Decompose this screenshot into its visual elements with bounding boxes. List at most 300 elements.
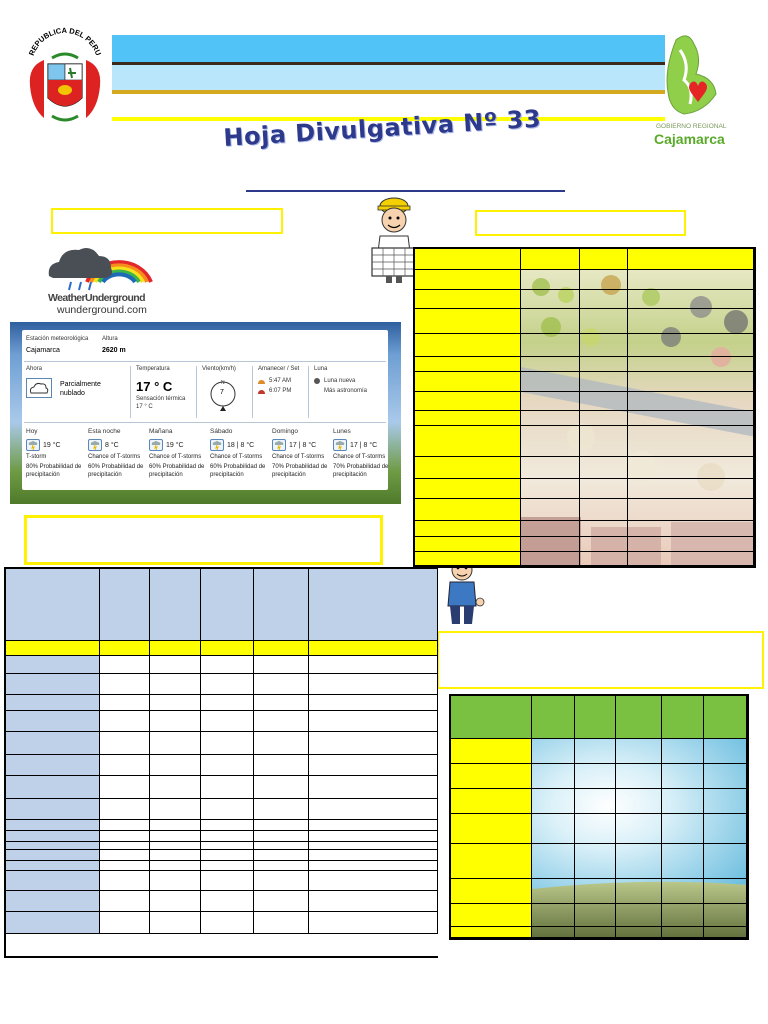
bottom-left-table-cell <box>309 799 438 820</box>
forecast-condition: T-storm <box>26 453 47 460</box>
bottom-right-table-cell <box>662 739 704 764</box>
bottom-right-table-cell <box>575 696 616 739</box>
bottom-right-table-cell <box>451 844 532 879</box>
bottom-left-table-cell <box>100 912 150 934</box>
bottom-right-table-cell <box>451 764 532 789</box>
bottom-right-table-grid <box>451 696 747 938</box>
wu-logo-url: wunderground.com <box>57 304 147 316</box>
right-top-table-cell <box>415 309 521 334</box>
bottom-right-table-cell <box>451 739 532 764</box>
bottom-left-table-cell <box>100 820 150 831</box>
bottom-right-table-cell <box>616 696 662 739</box>
bottom-left-table-cell <box>254 569 309 641</box>
bottom-right-table-cell <box>575 789 616 814</box>
right-top-table-cell <box>628 309 754 334</box>
bottom-right-table-cell <box>451 696 532 739</box>
bottom-left-table-cell <box>6 732 100 755</box>
bottom-right-table-cell <box>704 904 747 927</box>
bottom-left-table-cell <box>150 842 201 850</box>
bottom-left-table-cell <box>100 831 150 842</box>
right-top-table-cell <box>628 334 754 357</box>
right-top-table-cell <box>580 411 628 426</box>
region-logo-line2: Cajamarca <box>654 131 725 147</box>
peru-seal-text: REPUBLICA DEL PERU <box>26 26 104 57</box>
right-top-table-cell <box>580 521 628 537</box>
sun-label: Amanecer / Set <box>258 366 300 372</box>
forecast-day: Lunes <box>333 428 351 435</box>
forecast-temp: 18 | 8 °C <box>227 441 255 449</box>
right-top-table-cell <box>415 270 521 290</box>
right-top-table-cell <box>580 309 628 334</box>
right-top-table-cell <box>628 290 754 309</box>
right-top-table-cell <box>415 457 521 479</box>
thunderstorm-icon <box>210 439 224 451</box>
right-top-table-cell <box>521 372 580 392</box>
right-top-table-cell <box>521 290 580 309</box>
bottom-left-table-cell <box>100 711 150 732</box>
cajamarca-region-logo <box>654 30 758 150</box>
bottom-left-table-cell <box>100 850 150 861</box>
bottom-left-table-cell <box>309 674 438 695</box>
forecast-probability: 70% Probabilidad de precipitación <box>333 464 389 478</box>
bottom-left-table-cell <box>150 656 201 674</box>
bottom-left-table-cell <box>100 842 150 850</box>
right-top-table-grid <box>415 249 754 566</box>
bottom-left-table-cell <box>6 891 100 912</box>
bottom-left-table-cell <box>201 861 254 871</box>
bottom-left-table-cell <box>150 831 201 842</box>
weather-widget <box>10 322 401 504</box>
forecast-day: Sábado <box>210 428 233 435</box>
wu-logo <box>47 242 153 318</box>
forecast-temp-row <box>333 439 393 451</box>
bottom-right-table-cell <box>532 739 575 764</box>
label-frame-left <box>51 208 283 234</box>
bottom-left-table-cell <box>150 569 201 641</box>
bottom-left-table-cell <box>254 656 309 674</box>
bottom-left-table-cell <box>150 732 201 755</box>
bottom-left-table-cell <box>150 820 201 831</box>
altitude-label: Altura <box>102 336 118 342</box>
bottom-left-table-cell <box>201 674 254 695</box>
bottom-right-table-cell <box>616 844 662 879</box>
bottom-left-table-cell <box>201 755 254 776</box>
wind-direction: N <box>221 380 225 386</box>
bottom-left-table-cell <box>254 871 309 891</box>
bottom-left-table-cell <box>6 912 100 934</box>
forecast-condition: Chance of T-storms <box>149 453 202 460</box>
right-top-table-cell <box>628 411 754 426</box>
right-top-table-cell <box>628 552 754 566</box>
forecast-temp-row <box>272 439 332 451</box>
wind-value: 7 <box>220 389 224 396</box>
bottom-right-table-cell <box>575 739 616 764</box>
bottom-left-table-cell <box>309 831 438 842</box>
bottom-left-table-cell <box>254 842 309 850</box>
thunderstorm-icon <box>333 439 347 451</box>
right-top-table-cell <box>415 426 521 457</box>
bottom-right-table-cell <box>704 739 747 764</box>
bottom-right-table-cell <box>616 927 662 938</box>
right-top-table-cell <box>628 270 754 290</box>
bottom-right-table-cell <box>704 927 747 938</box>
sunset-icon <box>258 390 265 394</box>
bottom-left-table-cell <box>100 799 150 820</box>
forecast-card <box>88 428 148 492</box>
bottom-left-table-cell <box>254 695 309 711</box>
bottom-left-table-cell <box>309 891 438 912</box>
label-frame-middle <box>24 515 383 565</box>
forecast-temp-row <box>210 439 270 451</box>
bottom-left-table-cell <box>100 755 150 776</box>
bottom-left-table-cell <box>6 850 100 861</box>
bottom-left-table-cell <box>150 850 201 861</box>
bottom-left-table-cell <box>150 641 201 656</box>
right-top-table-cell <box>628 426 754 457</box>
bottom-left-table-cell <box>309 912 438 934</box>
bottom-left-table-cell <box>201 656 254 674</box>
right-top-table-cell <box>521 309 580 334</box>
right-top-table-cell <box>628 357 754 372</box>
bottom-right-table-cell <box>532 844 575 879</box>
bottom-left-table-cell <box>100 732 150 755</box>
right-top-table-cell <box>415 249 521 270</box>
bottom-right-table-cell <box>575 904 616 927</box>
bottom-left-table-cell <box>100 695 150 711</box>
bottom-left-table-cell <box>100 871 150 891</box>
bottom-left-table-cell <box>150 891 201 912</box>
bottom-right-table-cell <box>532 789 575 814</box>
bottom-left-table-grid <box>6 569 438 956</box>
right-top-table-cell <box>521 249 580 270</box>
bottom-left-table-cell <box>309 755 438 776</box>
separator-2 <box>24 422 386 423</box>
weather-panel <box>22 330 388 490</box>
peru-seal-logo <box>22 26 108 126</box>
right-top-table-cell <box>580 479 628 499</box>
moon-label: Luna <box>314 366 328 372</box>
bottom-left-table-cell <box>201 776 254 799</box>
right-top-table-cell <box>628 372 754 392</box>
forecast-probability: 70% Probabilidad de precipitación <box>272 464 328 478</box>
bottom-left-table-cell <box>100 674 150 695</box>
bottom-left-table-cell <box>201 891 254 912</box>
forecast-temp: 8 °C <box>105 441 119 449</box>
bottom-left-table-cell <box>254 861 309 871</box>
bottom-left-table-cell <box>6 776 100 799</box>
now-label: Ahora <box>26 366 43 372</box>
moon-icon <box>314 378 320 384</box>
bottom-right-table-cell <box>451 904 532 927</box>
right-top-table-cell <box>580 249 628 270</box>
separator-1 <box>24 361 386 362</box>
bottom-right-table-cell <box>662 879 704 904</box>
bottom-left-table-cell <box>254 799 309 820</box>
bottom-left-table-cell <box>6 755 100 776</box>
bottom-left-table-cell <box>201 850 254 861</box>
bottom-right-table-cell <box>532 879 575 904</box>
bottom-right-table-cell <box>616 904 662 927</box>
bottom-left-table-cell <box>201 569 254 641</box>
right-top-table-cell <box>415 357 521 372</box>
header-bar-light-blue <box>112 65 665 90</box>
bottom-left-table-cell <box>6 695 100 711</box>
forecast-temp-row <box>26 439 86 451</box>
bottom-right-table-cell <box>575 814 616 844</box>
forecast-temp-row <box>88 439 148 451</box>
bottom-left-table-cell <box>201 711 254 732</box>
right-top-table-cell <box>521 426 580 457</box>
forecast-probability: 80% Probabilidad de precipitación <box>26 464 82 478</box>
right-top-table-cell <box>415 392 521 411</box>
bottom-left-table-cell <box>309 820 438 831</box>
bottom-left-table-cell <box>201 732 254 755</box>
right-top-table <box>413 247 756 568</box>
bottom-right-table-cell <box>704 844 747 879</box>
bottom-left-table-cell <box>309 871 438 891</box>
bottom-left-table-cell <box>309 842 438 850</box>
right-top-table-cell <box>521 334 580 357</box>
bottom-left-table-cell <box>201 641 254 656</box>
forecast-temp: 19 °C <box>166 441 184 449</box>
bottom-right-table-cell <box>451 814 532 844</box>
wind-label: Viento(km/h) <box>202 366 236 372</box>
bottom-left-table-cell <box>309 711 438 732</box>
right-top-table-cell <box>628 521 754 537</box>
right-top-table-cell <box>580 357 628 372</box>
right-top-table-cell <box>521 552 580 566</box>
rainbow-cloud-icon <box>47 242 153 294</box>
forecast-condition: Chance of T-storms <box>210 453 263 460</box>
feels-value: 17 ° C <box>136 404 153 410</box>
temp-value: 17 ° C <box>136 379 173 394</box>
bottom-right-table-cell <box>662 904 704 927</box>
bottom-left-table-cell <box>254 820 309 831</box>
forecast-condition: Chance of T-storms <box>272 453 325 460</box>
bottom-left-table-cell <box>201 912 254 934</box>
bottom-left-table-cell <box>150 755 201 776</box>
bottom-left-table-cell <box>201 831 254 842</box>
bottom-right-table-cell <box>704 764 747 789</box>
forecast-card <box>210 428 270 492</box>
forecast-temp-row <box>149 439 209 451</box>
moon-more-link[interactable]: Más astronomía <box>324 388 368 394</box>
right-top-table-cell <box>580 552 628 566</box>
bottom-left-table-cell <box>100 656 150 674</box>
bottom-left-table-cell <box>6 861 100 871</box>
bottom-left-table-cell <box>201 842 254 850</box>
bottom-right-table-cell <box>704 814 747 844</box>
bottom-right-table-cell <box>616 739 662 764</box>
bottom-right-table-cell <box>532 696 575 739</box>
right-top-table-cell <box>415 521 521 537</box>
bottom-left-table-cell <box>6 842 100 850</box>
bottom-left-table-cell <box>254 732 309 755</box>
forecast-day: Hoy <box>26 428 38 435</box>
bottom-right-table-cell <box>451 789 532 814</box>
bottom-left-table-cell <box>254 831 309 842</box>
right-top-table-cell <box>580 392 628 411</box>
bottom-left-table-cell <box>150 912 201 934</box>
bottom-right-table-cell <box>575 879 616 904</box>
now-condition: Parcialmente nublado <box>60 381 101 397</box>
bottom-left-table-cell <box>150 799 201 820</box>
bottom-left-table-cell <box>100 891 150 912</box>
altitude-value: 2620 m <box>102 347 126 354</box>
bottom-right-table-cell <box>616 879 662 904</box>
bottom-right-table-cell <box>662 844 704 879</box>
right-top-table-cell <box>580 334 628 357</box>
bottom-left-table-cell <box>254 891 309 912</box>
right-top-table-cell <box>415 372 521 392</box>
right-top-table-cell <box>521 479 580 499</box>
wu-logo-name: WeatherUnderground <box>48 292 145 304</box>
right-top-table-cell <box>628 249 754 270</box>
station-value: Cajamarca <box>26 347 60 354</box>
bottom-left-table-cell <box>6 641 100 656</box>
right-top-table-cell <box>415 334 521 357</box>
bottom-left-table-cell <box>254 776 309 799</box>
separator-vertical-1 <box>130 366 131 418</box>
bottom-left-table-cell <box>201 871 254 891</box>
bottom-right-table <box>449 694 749 940</box>
svg-text:REPUBLICA DEL PERU <box>27 26 103 57</box>
bottom-left-table-cell <box>100 641 150 656</box>
right-top-table-cell <box>521 357 580 372</box>
separator-vertical-2 <box>196 366 197 418</box>
bottom-left-table-cell <box>150 674 201 695</box>
header-bar-gold <box>112 90 665 94</box>
region-logo-line1: GOBIERNO REGIONAL <box>656 123 727 130</box>
bottom-left-table-cell <box>309 695 438 711</box>
forecast-card <box>149 428 209 492</box>
forecast-card <box>26 428 86 492</box>
bottom-right-table-cell <box>704 879 747 904</box>
thunderstorm-icon <box>88 439 102 451</box>
right-top-table-cell <box>580 426 628 457</box>
bottom-left-table-cell <box>254 755 309 776</box>
temp-label: Temperatura <box>136 366 170 372</box>
right-top-table-cell <box>628 499 754 521</box>
bottom-right-table-cell <box>704 696 747 739</box>
right-top-table-cell <box>521 270 580 290</box>
forecast-probability: 60% Probabilidad de precipitación <box>210 464 266 478</box>
right-top-table-cell <box>521 457 580 479</box>
bottom-left-table-cell <box>6 799 100 820</box>
bottom-left-table-cell <box>309 776 438 799</box>
bottom-left-table-cell <box>100 569 150 641</box>
sunrise-icon <box>258 380 265 384</box>
moon-value: Luna nueva <box>324 378 356 384</box>
right-top-table-cell <box>415 479 521 499</box>
bottom-left-table-cell <box>309 850 438 861</box>
thunderstorm-icon <box>272 439 286 451</box>
bottom-right-table-cell <box>451 879 532 904</box>
separator-vertical-3 <box>252 366 253 418</box>
bottom-left-table-cell <box>150 776 201 799</box>
bottom-left-table-cell <box>6 569 100 641</box>
bottom-right-table-cell <box>532 764 575 789</box>
right-top-table-cell <box>628 479 754 499</box>
station-label: Estación meteorológica <box>26 336 89 342</box>
separator-vertical-4 <box>308 366 309 418</box>
partly-cloudy-icon <box>26 378 52 398</box>
label-frame-right <box>475 210 686 236</box>
bottom-right-table-cell <box>662 764 704 789</box>
forecast-condition: Chance of T-storms <box>333 453 386 460</box>
label-frame-lower-right <box>437 631 764 689</box>
right-top-table-cell <box>521 392 580 411</box>
page-title: Hoja Divulgativa Nº 33 <box>222 104 542 152</box>
bottom-right-table-cell <box>616 814 662 844</box>
bottom-left-table-cell <box>6 831 100 842</box>
bottom-left-table-cell <box>100 861 150 871</box>
bottom-left-table-cell <box>254 641 309 656</box>
right-top-table-cell <box>415 290 521 309</box>
right-top-table-cell <box>580 499 628 521</box>
bottom-right-table-cell <box>575 927 616 938</box>
bottom-left-table-cell <box>254 850 309 861</box>
bottom-left-table-cell <box>6 674 100 695</box>
bottom-left-table-cell <box>309 641 438 656</box>
right-top-table-cell <box>580 537 628 552</box>
bottom-left-table-cell <box>254 674 309 695</box>
right-top-table-cell <box>521 411 580 426</box>
bottom-left-table-cell <box>254 711 309 732</box>
right-top-table-cell <box>415 552 521 566</box>
bottom-left-table-cell <box>201 820 254 831</box>
right-top-table-cell <box>521 537 580 552</box>
right-top-table-cell <box>580 290 628 309</box>
right-top-table-cell <box>415 411 521 426</box>
right-top-table-cell <box>415 537 521 552</box>
right-top-table-cell <box>580 270 628 290</box>
bottom-right-table-cell <box>662 696 704 739</box>
right-top-table-cell <box>628 537 754 552</box>
right-top-table-cell <box>415 499 521 521</box>
bottom-right-table-cell <box>662 814 704 844</box>
right-top-table-cell <box>521 499 580 521</box>
right-top-table-cell <box>580 372 628 392</box>
bottom-left-table-cell <box>100 776 150 799</box>
bottom-left-table-cell <box>150 711 201 732</box>
bottom-left-table-cell <box>201 799 254 820</box>
bottom-right-table-cell <box>532 927 575 938</box>
forecast-probability: 60% Probabilidad de precipitación <box>88 464 144 478</box>
thunderstorm-icon <box>26 439 40 451</box>
bottom-left-table-cell <box>309 861 438 871</box>
bottom-left-table-cell <box>6 656 100 674</box>
bottom-right-table-cell <box>704 789 747 814</box>
forecast-day: Esta noche <box>88 428 121 435</box>
bottom-left-table-cell <box>150 871 201 891</box>
bottom-right-table-cell <box>451 927 532 938</box>
forecast-condition: Chance of T-storms <box>88 453 141 460</box>
forecast-day: Mañana <box>149 428 173 435</box>
bottom-right-table-cell <box>616 764 662 789</box>
feels-label: Sensación térmica <box>136 396 186 402</box>
right-top-table-cell <box>628 457 754 479</box>
thunderstorm-icon <box>149 439 163 451</box>
bottom-left-table-cell <box>201 695 254 711</box>
bottom-right-table-cell <box>575 844 616 879</box>
forecast-temp: 19 °C <box>43 441 61 449</box>
forecast-card <box>333 428 393 492</box>
bottom-left-table-cell <box>6 871 100 891</box>
forecast-card <box>272 428 332 492</box>
header-bar-blue <box>112 35 665 62</box>
right-top-table-cell <box>628 392 754 411</box>
